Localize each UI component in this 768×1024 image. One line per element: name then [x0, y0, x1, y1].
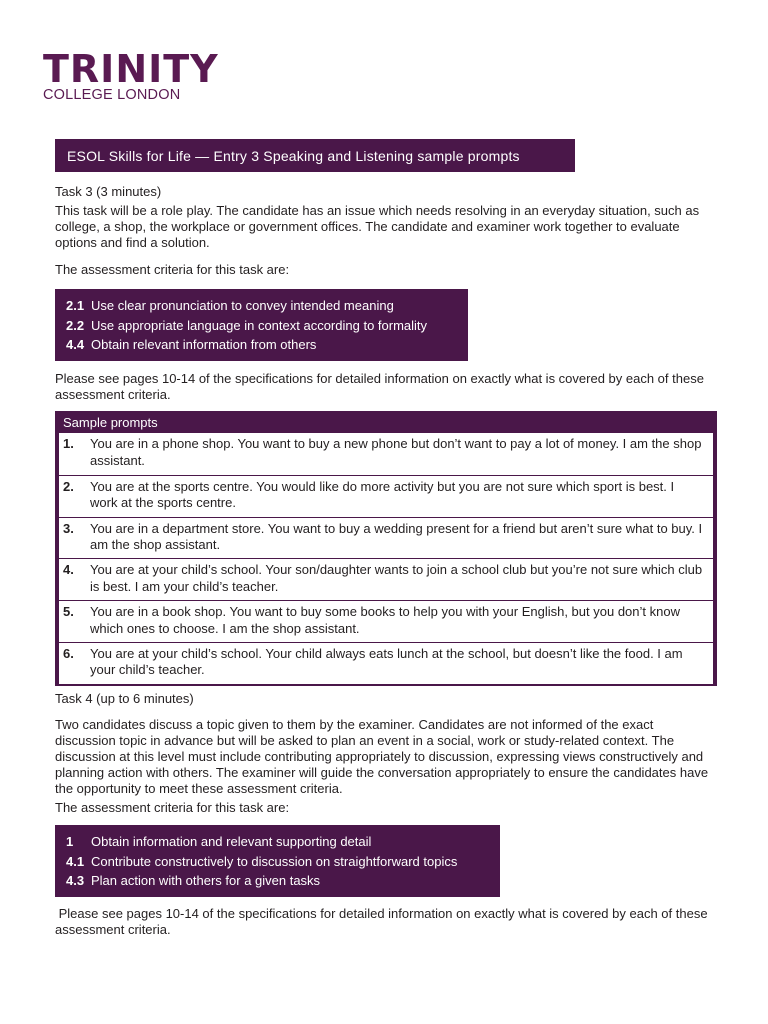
criteria-item: [66, 316, 468, 336]
prompt-text: You are in a book shop. You want to buy some books to help you with your English, but you don’t know which ones to choose. I am the shop assistant.: [90, 604, 680, 636]
criteria-number: 4.3: [66, 873, 85, 889]
task3-note: Please see pages 10-14 of the specifications for detailed information on exactly what is covered by each of these assessment criteria.: [55, 371, 704, 402]
task4-criteria-box: [55, 825, 500, 897]
criteria-text: Use appropriate language in context according to formality: [91, 317, 428, 333]
prompt-number: 1.: [63, 436, 74, 451]
task4-criteria-intro: The assessment criteria for this task are:: [55, 800, 290, 815]
prompt-number: 5.: [63, 604, 74, 620]
page-title: ESOL Skills for Life — Entry 3 Speaking and Listening sample prompts: [55, 139, 575, 172]
task3-description: This task will be a role play. The candidate has an issue which needs resolving in an everyday situation, such as college, a shop, the workplace or government offices. The candidate and examiner work together to evaluate options and find a solution.: [55, 203, 700, 250]
prompt-number: 6.: [63, 645, 74, 661]
criteria-text: Obtain information and relevant supporting detail: [91, 834, 372, 850]
prompt-row: [59, 517, 713, 559]
criteria-number: 2.2: [66, 317, 85, 333]
criteria-text: Obtain relevant information from others: [91, 337, 317, 353]
sample-prompts-heading: Sample prompts: [63, 415, 158, 430]
criteria-number: 4.4: [66, 337, 85, 353]
prompt-text: You are at the sports centre. You would like do more activity but you are not sure which sport is best. I work at the sports centre.: [90, 478, 675, 511]
prompt-number: 3.: [63, 520, 74, 536]
criteria-number: 2.1: [66, 298, 85, 314]
prompt-row: [59, 600, 713, 642]
prompt-text: You are in a phone shop. You want to buy a new phone but don’t want to pay a lot of money. I am the shop assistant.: [90, 436, 702, 468]
criteria-item: [66, 871, 500, 891]
prompt-row: [59, 433, 713, 475]
criteria-number: 1: [66, 834, 74, 850]
prompt-row: [59, 642, 713, 684]
prompt-list: [59, 433, 713, 684]
trinity-logo: [43, 47, 219, 103]
logo-wordmark: TRINITY: [43, 47, 219, 91]
task4-note: Please see pages 10-14 of the specifications for detailed information on exactly what is covered by each of these assessment criteria.: [55, 906, 708, 937]
prompt-number: 4.: [63, 562, 74, 578]
task4-description: Two candidates discuss a topic given to them by the examiner. Candidates are not informed of the exact discussion topic in advance but will be asked to plan an event in a social, work or study-related context. The discussion at this level must include contributing appropriately to discussion, expressing views constructively and planning action with others. The examiner will guide the conversation appropriately to ensure the candidates have the opportunity to meet these assessment criteria.: [55, 717, 709, 796]
criteria-number: 4.1: [66, 853, 85, 869]
prompt-text: You are at your child’s school. Your child always eats lunch at the school, but doesn’t like the food. I am your child’s teacher.: [90, 645, 683, 678]
prompt-row: [59, 558, 713, 600]
prompt-row: [59, 475, 713, 517]
criteria-item: [66, 335, 468, 355]
criteria-text: Plan action with others for a given tasks: [91, 873, 321, 889]
task4-heading: Task 4 (up to 6 minutes): [55, 691, 194, 706]
task3-heading: Task 3 (3 minutes): [55, 184, 162, 199]
task3-criteria-intro: The assessment criteria for this task are:: [55, 262, 290, 277]
prompt-number: 2.: [63, 478, 74, 494]
prompt-text: You are at your child’s school. Your son/daughter wants to join a school club but you’re not sure which club is best. I am your child’s teacher.: [90, 562, 703, 594]
criteria-item: [66, 852, 500, 872]
criteria-item: [66, 296, 468, 316]
task3-criteria-box: [55, 289, 468, 361]
prompt-text: You are in a department store. You want to buy a wedding present for a friend but aren’t sure what to buy. I am the shop assistant.: [90, 520, 703, 553]
sample-prompts-table: [55, 411, 717, 686]
criteria-text: Use clear pronunciation to convey intended meaning: [91, 298, 394, 314]
criteria-text: Contribute constructively to discussion on straightforward topics: [91, 853, 458, 869]
logo-subtitle: COLLEGE LONDON: [43, 87, 181, 103]
criteria-item: [66, 832, 500, 852]
